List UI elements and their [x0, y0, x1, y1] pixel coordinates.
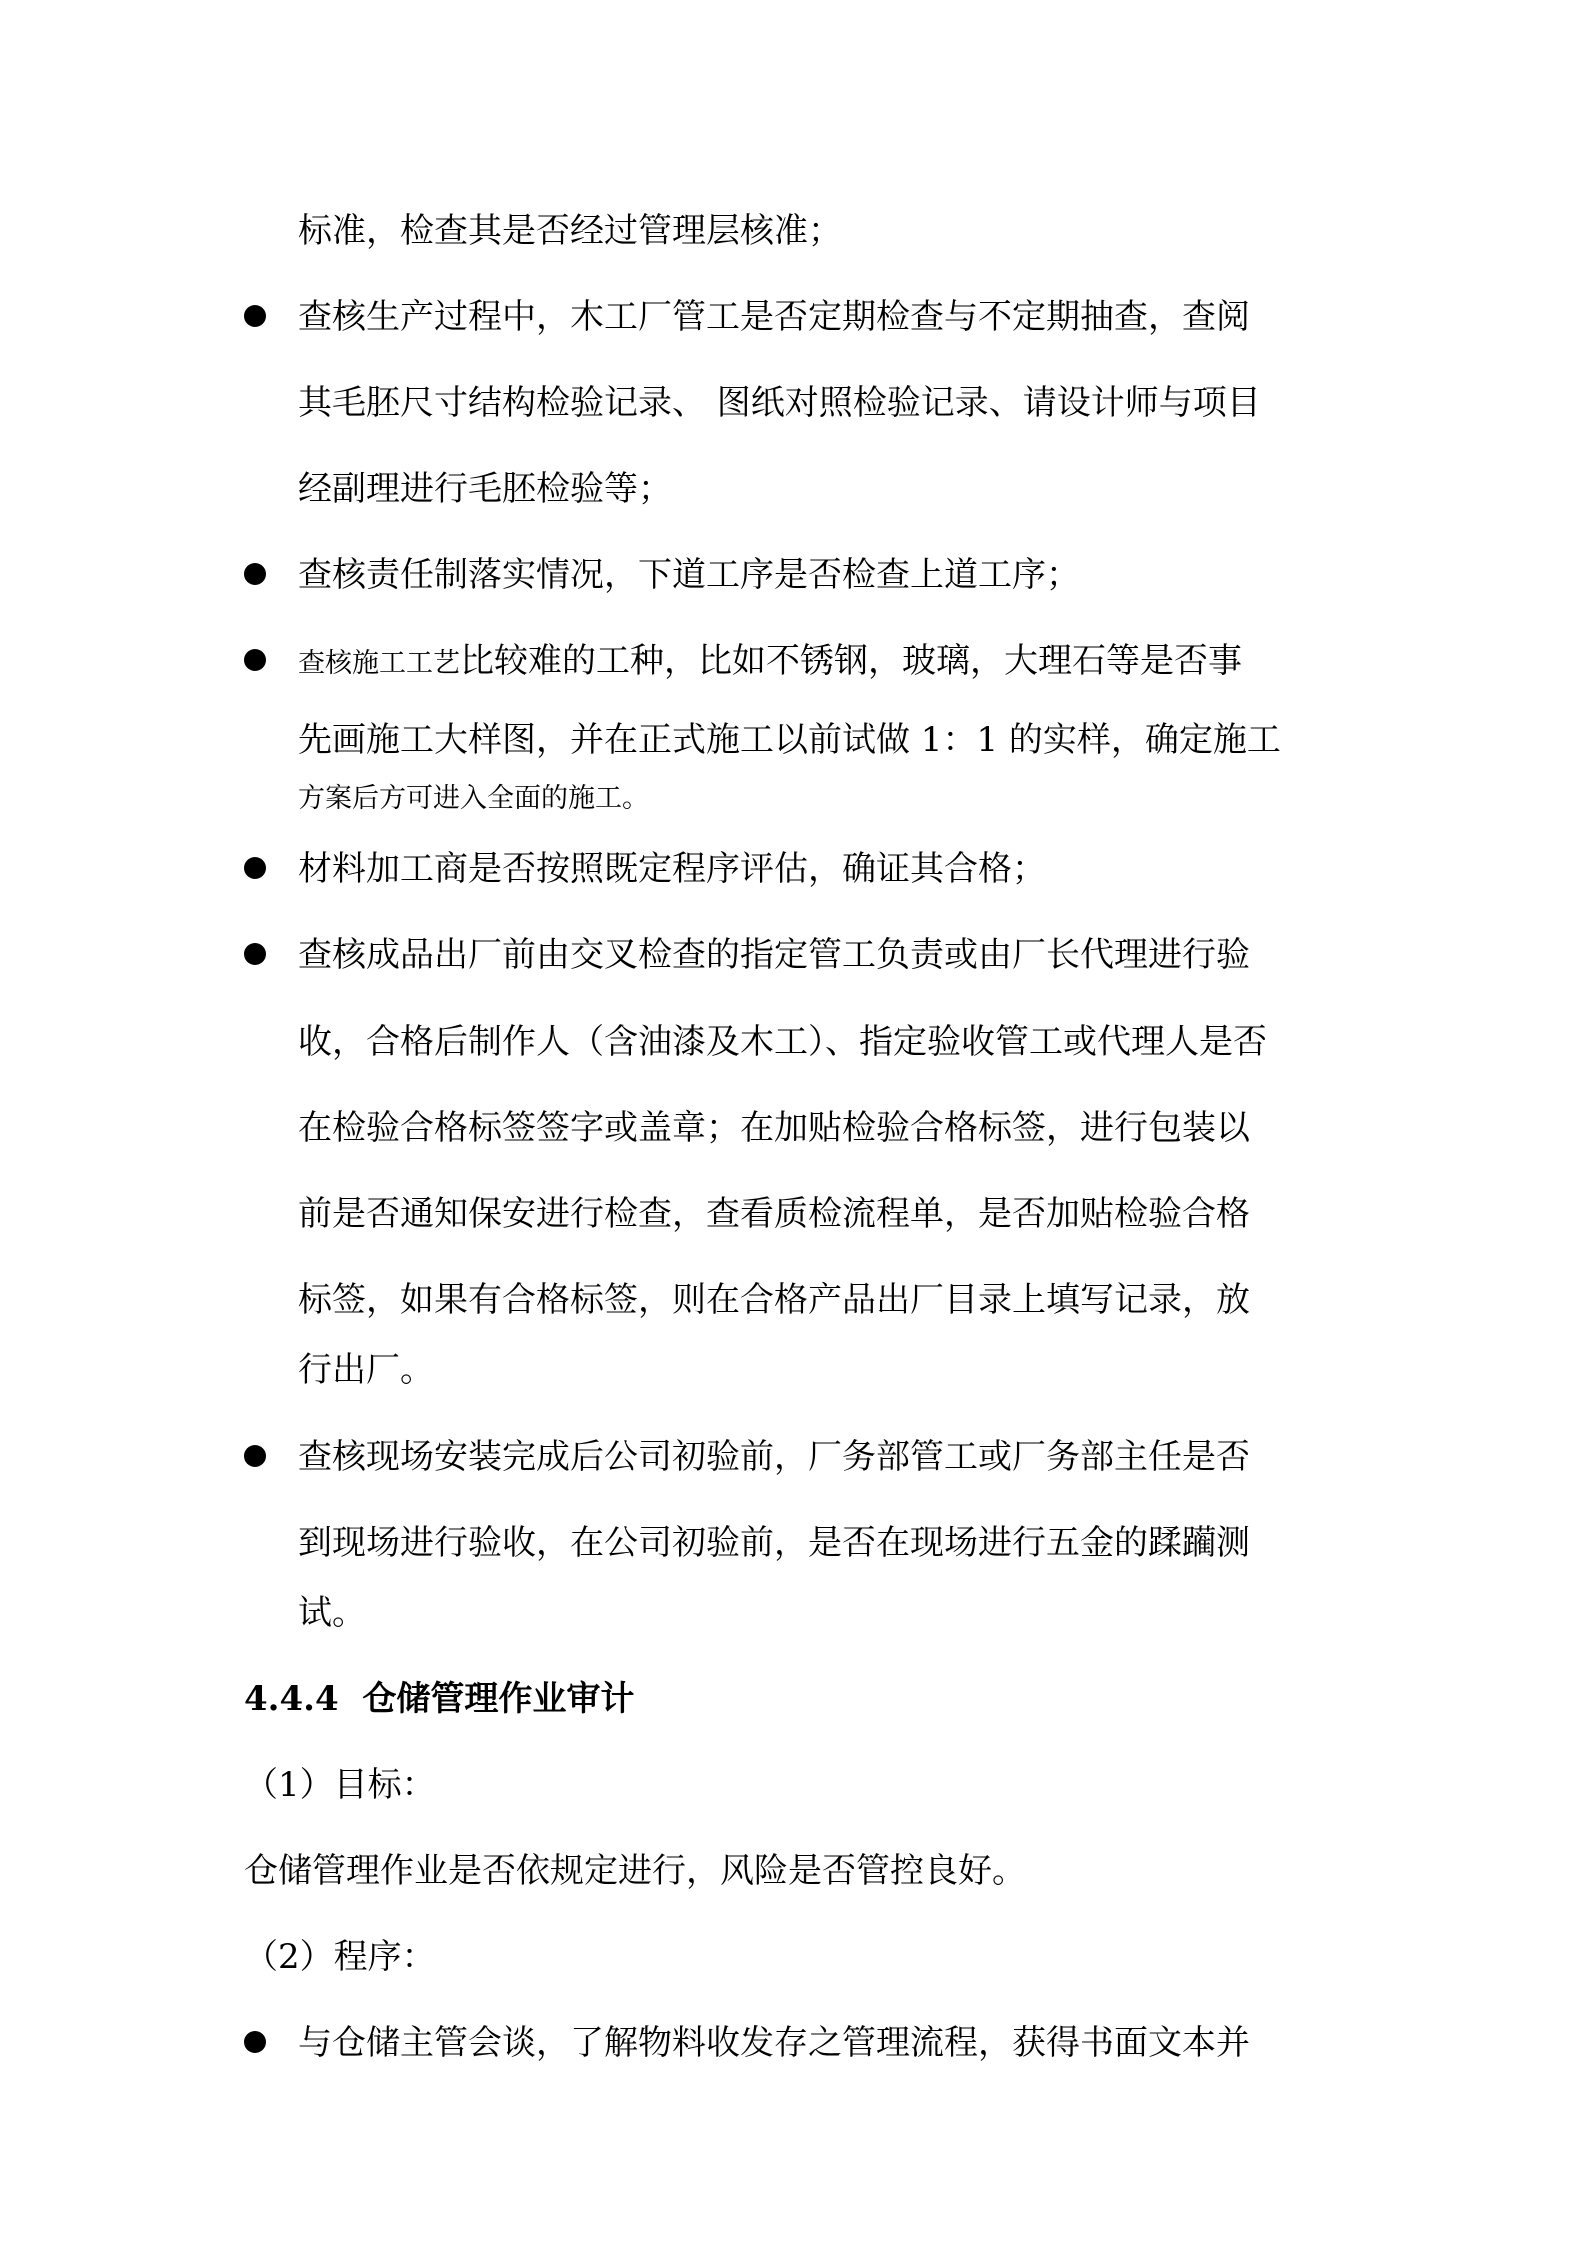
bullet-icon	[244, 649, 266, 671]
bullet-item-line: 与仓储主管会谈，了解物料收发存之管理流程，获得书面文本并	[298, 2023, 1250, 2063]
bullet-item-line: 查核生产过程中，木工厂管工是否定期检查与不定期抽查，查阅	[298, 297, 1250, 337]
section-title: 仓储管理作业审计	[362, 1679, 635, 1719]
bullet-icon	[244, 563, 266, 585]
bullet-item-line	[298, 641, 1242, 684]
bullet-item-line: 试。	[298, 1593, 366, 1633]
bullet-item-line: 查核责任制落实情况，下道工序是否检查上道工序；	[298, 555, 1080, 595]
bullet-item-line: 查核现场安装完成后公司初验前，厂务部管工或厂务部主任是否	[298, 1437, 1250, 1477]
bullet-item-line: 在检验合格标签签字或盖章；在加贴检验合格标签，进行包装以	[298, 1108, 1250, 1148]
bullet-item-line: 方案后方可进入全面的施工。	[298, 783, 649, 814]
section-number: 4.4.4	[244, 1679, 339, 1719]
bullet-icon	[244, 1445, 266, 1467]
bullet-item-line: 收，合格后制作人（含油漆及木工）、指定验收管工或代理人是否	[298, 1022, 1267, 1062]
paragraph-line: 标准，检查其是否经过管理层核准；	[298, 211, 842, 251]
bullet-item-line: 材料加工商是否按照既定程序评估，确证其合格；	[298, 849, 1046, 889]
paragraph-line: 仓储管理作业是否依规定进行，风险是否管控良好。	[244, 1851, 1026, 1891]
bullet-item-line: 标签，如果有合格标签，则在合格产品出厂目录上填写记录，放	[298, 1280, 1250, 1320]
subheading: （2）程序：	[244, 1937, 436, 1977]
bullet-item-line: 先画施工大样图，并在正式施工以前试做 1：1 的实样，确定施工	[298, 720, 1281, 760]
bullet-item-line: 到现场进行验收，在公司初验前，是否在现场进行五金的蹂躏测	[298, 1523, 1250, 1563]
bullet-icon	[244, 2031, 266, 2053]
subheading: （1）目标：	[244, 1765, 436, 1805]
small-text: 查核施工工艺	[298, 648, 460, 679]
text-run: 比较难的工种，比如不锈钢，玻璃，大理石等是否事	[460, 641, 1242, 681]
bullet-icon	[244, 943, 266, 965]
bullet-item-line: 前是否通知保安进行检查，查看质检流程单，是否加贴检验合格	[298, 1194, 1250, 1234]
bullet-item-line: 经副理进行毛胚检验等；	[298, 469, 672, 509]
bullet-item-line: 其毛胚尺寸结构检验记录、 图纸对照检验记录、请设计师与项目	[298, 383, 1261, 423]
bullet-item-line: 查核成品出厂前由交叉检查的指定管工负责或由厂长代理进行验	[298, 935, 1250, 975]
bullet-icon	[244, 857, 266, 879]
bullet-icon	[244, 305, 266, 327]
bullet-item-line: 行出厂。	[298, 1350, 434, 1390]
section-heading	[244, 1679, 634, 1719]
